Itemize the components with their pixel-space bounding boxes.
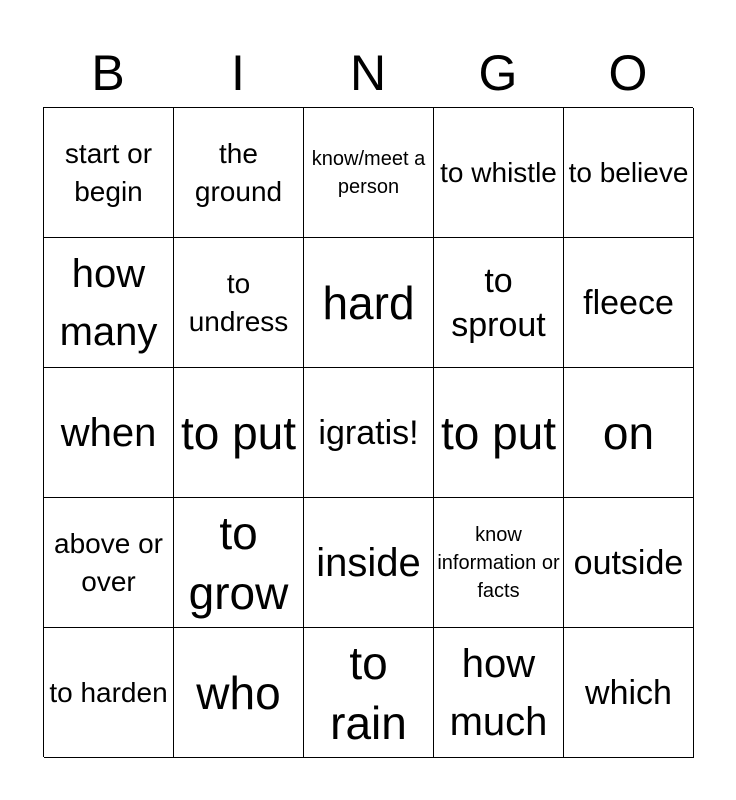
bingo-cell-r1c2[interactable] bbox=[304, 238, 434, 368]
cell-text: on bbox=[602, 406, 655, 459]
cell-text: hard bbox=[322, 276, 415, 329]
bingo-cell-r2c0[interactable] bbox=[44, 368, 174, 498]
cell-text: outside bbox=[573, 543, 684, 582]
bingo-cell-r0c2[interactable] bbox=[304, 108, 434, 238]
bingo-board bbox=[43, 107, 693, 757]
bingo-cell-r0c0[interactable] bbox=[44, 108, 174, 238]
cell-text: who bbox=[196, 666, 281, 719]
bingo-cell-r4c4[interactable] bbox=[564, 628, 694, 758]
header-letter-g: G bbox=[478, 45, 518, 101]
cell-text: to sprout bbox=[451, 261, 546, 344]
cell-text: which bbox=[585, 673, 672, 712]
cell-text: start or begin bbox=[64, 137, 153, 207]
cell-text: how many bbox=[59, 251, 158, 354]
bingo-cell-r3c0[interactable] bbox=[44, 498, 174, 628]
cell-text: to put bbox=[180, 406, 297, 459]
bingo-cell-r2c2[interactable] bbox=[304, 368, 434, 498]
cell-text: igratis! bbox=[318, 413, 419, 452]
bingo-cell-r2c3[interactable] bbox=[434, 368, 564, 498]
bingo-cell-r1c3[interactable] bbox=[434, 238, 564, 368]
bingo-cell-r0c3[interactable] bbox=[434, 108, 564, 238]
cell-text: how much bbox=[449, 641, 548, 744]
bingo-cell-r3c4[interactable] bbox=[564, 498, 694, 628]
bingo-cell-r2c4[interactable] bbox=[564, 368, 694, 498]
bingo-cell-r3c1[interactable] bbox=[174, 498, 304, 628]
cell-text: to whistle bbox=[440, 156, 557, 188]
bingo-cell-r1c1[interactable] bbox=[174, 238, 304, 368]
cell-text: to put bbox=[440, 406, 557, 459]
cell-text: know information or facts bbox=[437, 523, 560, 602]
bingo-cell-r4c2[interactable] bbox=[304, 628, 434, 758]
bingo-cell-r4c3[interactable] bbox=[434, 628, 564, 758]
cell-text: to harden bbox=[49, 676, 168, 708]
bingo-header bbox=[43, 40, 693, 106]
cell-text: to rain bbox=[330, 636, 407, 749]
bingo-cell-r2c1[interactable] bbox=[174, 368, 304, 498]
cell-text: fleece bbox=[583, 283, 674, 322]
header-letter-i: I bbox=[231, 45, 245, 101]
bingo-cell-r3c3[interactable] bbox=[434, 498, 564, 628]
bingo-cell-r1c4[interactable] bbox=[564, 238, 694, 368]
cell-text: above or over bbox=[54, 527, 163, 597]
cell-text: when bbox=[60, 410, 157, 455]
bingo-cell-r4c0[interactable] bbox=[44, 628, 174, 758]
header-letter-n: N bbox=[349, 45, 387, 101]
bingo-cell-r0c4[interactable] bbox=[564, 108, 694, 238]
cell-text: to grow bbox=[188, 506, 289, 619]
bingo-cell-r0c1[interactable] bbox=[174, 108, 304, 238]
header-letter-b: B bbox=[91, 45, 125, 101]
cell-text: to believe bbox=[568, 156, 689, 188]
cell-text: to undress bbox=[188, 267, 289, 337]
bingo-cell-r1c0[interactable] bbox=[44, 238, 174, 368]
header-letter-o: O bbox=[608, 45, 648, 101]
cell-text: know/meet a person bbox=[311, 147, 426, 198]
bingo-cell-r3c2[interactable] bbox=[304, 498, 434, 628]
cell-text: the ground bbox=[194, 137, 283, 207]
cell-text: inside bbox=[316, 540, 421, 585]
bingo-cell-r4c1[interactable] bbox=[174, 628, 304, 758]
